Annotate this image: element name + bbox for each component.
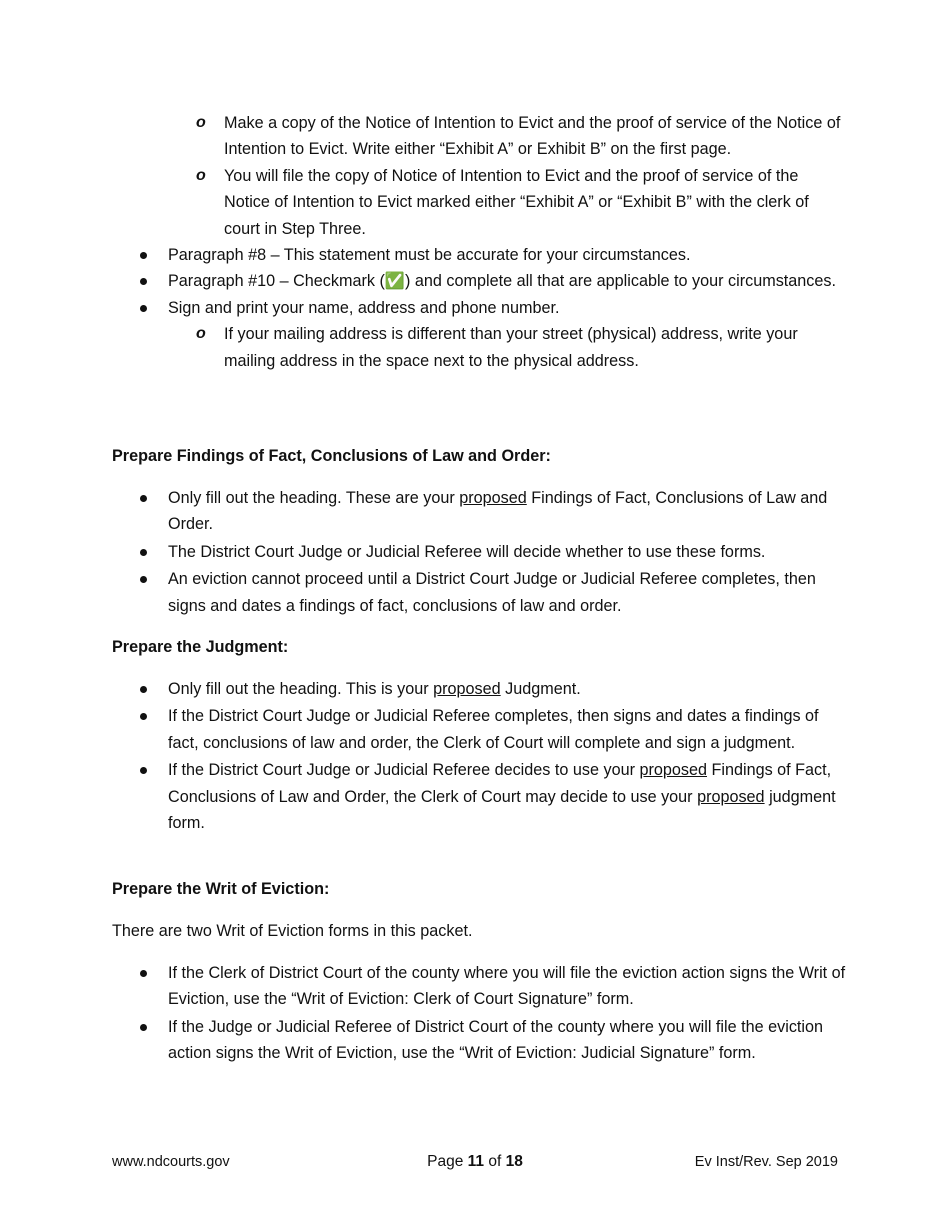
- bullet-icon: [140, 305, 147, 312]
- bullet-icon: [140, 767, 147, 774]
- proposed-underline: proposed: [697, 787, 765, 806]
- bullet-icon: [140, 495, 147, 502]
- item-text-post: ) and complete all that are applicable to your circumstances.: [405, 272, 836, 291]
- instructions-list-continued: [0, 110, 950, 374]
- sub-item-text: If your mailing address is different than your street (physical) address, write your mailing address in the space next to the physical address.: [224, 325, 798, 370]
- writ-heading: Prepare the Writ of Eviction:: [112, 880, 330, 898]
- findings-list: [0, 485, 950, 619]
- list-item: [0, 242, 848, 268]
- item-text: The District Court Judge or Judicial Referee will decide whether to use these forms.: [168, 542, 766, 561]
- list-item: [0, 566, 848, 619]
- bullet-icon: [140, 576, 147, 583]
- sub-bullet: o: [196, 166, 206, 184]
- footer-form-id: Ev Inst/Rev. Sep 2019: [694, 1154, 838, 1170]
- list-item: [0, 703, 848, 756]
- item-text-a: If the District Court Judge or Judicial Referee decides to use your: [168, 761, 640, 780]
- sub-bullet: o: [196, 325, 206, 343]
- sub-item-text: You will file the copy of Notice of Intention to Evict and the proof of service of the Notice of Intention to Evict marked either “Exhibit A” or “Exhibit B” with the clerk of court in Step Three.: [224, 166, 809, 238]
- item-text-pre: Only fill out the heading. These are your: [168, 489, 460, 507]
- footer-website: www.ndcourts.gov: [112, 1154, 230, 1170]
- proposed-underline: proposed: [433, 680, 501, 698]
- page-total: 18: [505, 1153, 523, 1170]
- item-text-post: Judgment.: [500, 680, 581, 698]
- bullet-icon: [140, 970, 147, 977]
- page-of: of: [484, 1153, 506, 1170]
- list-item: [0, 539, 848, 565]
- findings-heading: Prepare Findings of Fact, Conclusions of Law and Order:: [112, 447, 551, 465]
- sub-list-item: [0, 163, 844, 242]
- checkmark-icon: ✅: [384, 272, 405, 291]
- item-text: If the Clerk of District Court of the county where you will file the eviction action signs the Writ of Eviction, use the “Writ of Eviction: Clerk of Court Signature” form.: [168, 964, 846, 1009]
- item-text-post: Findings of Fact, Conclusions of Law and Order.: [168, 489, 828, 534]
- sub-list-item: [0, 110, 844, 163]
- list-item: [0, 676, 848, 702]
- item-text: An eviction cannot proceed until a District Court Judge or Judicial Referee completes, then signs and dates a findings of fact, conclusions of law and order.: [168, 570, 816, 615]
- item-text: Sign and print your name, address and phone number.: [168, 298, 560, 317]
- bullet-icon: [140, 686, 147, 693]
- proposed-underline: proposed: [459, 489, 527, 507]
- item-text-pre: Only fill out the heading. This is your: [168, 680, 434, 698]
- list-item: [0, 1014, 848, 1067]
- list-item: [0, 757, 848, 836]
- item-text: If the Judge or Judicial Referee of District Court of the county where you will file the eviction action signs the Writ of Eviction, use the “Writ of Eviction: Judicial Signature” form.: [168, 1017, 824, 1063]
- list-item: [0, 960, 848, 1013]
- bullet-icon: [140, 278, 147, 285]
- proposed-underline: proposed: [639, 761, 707, 780]
- item-text-pre: Paragraph #10 – Checkmark (: [168, 272, 385, 291]
- item-text-b: Findings of Fact, Conclusions of Law and Order, the Clerk of Court may decide to use your: [168, 761, 832, 806]
- bullet-icon: [140, 1024, 147, 1031]
- bullet-icon: [140, 549, 147, 556]
- page-label: Page: [427, 1153, 468, 1170]
- bullet-icon: [140, 252, 147, 259]
- sub-list-item: [0, 321, 844, 374]
- item-text: Paragraph #8 – This statement must be accurate for your circumstances.: [168, 246, 691, 265]
- list-item: [0, 295, 848, 321]
- item-text: If the District Court Judge or Judicial Referee completes, then signs and dates a findings of fact, conclusions of law and order, the Clerk of Court will complete and sign a judgment.: [168, 707, 819, 752]
- judgment-heading: Prepare the Judgment:: [112, 638, 289, 656]
- writ-intro: There are two Writ of Eviction forms in this packet.: [112, 922, 473, 940]
- writ-list: [0, 960, 950, 1067]
- bullet-icon: [140, 713, 147, 720]
- list-item: [0, 485, 848, 538]
- judgment-list: [0, 676, 950, 836]
- page-current: 11: [467, 1153, 485, 1170]
- sub-item-text: Make a copy of the Notice of Intention to Evict and the proof of service of the Notice of Intention to Evict. Write either “Exhibit A” or Exhibit B” on the first page.: [224, 114, 841, 159]
- item-text-c: judgment form.: [168, 787, 836, 833]
- sub-bullet: o: [196, 114, 206, 131]
- list-item: [0, 268, 848, 294]
